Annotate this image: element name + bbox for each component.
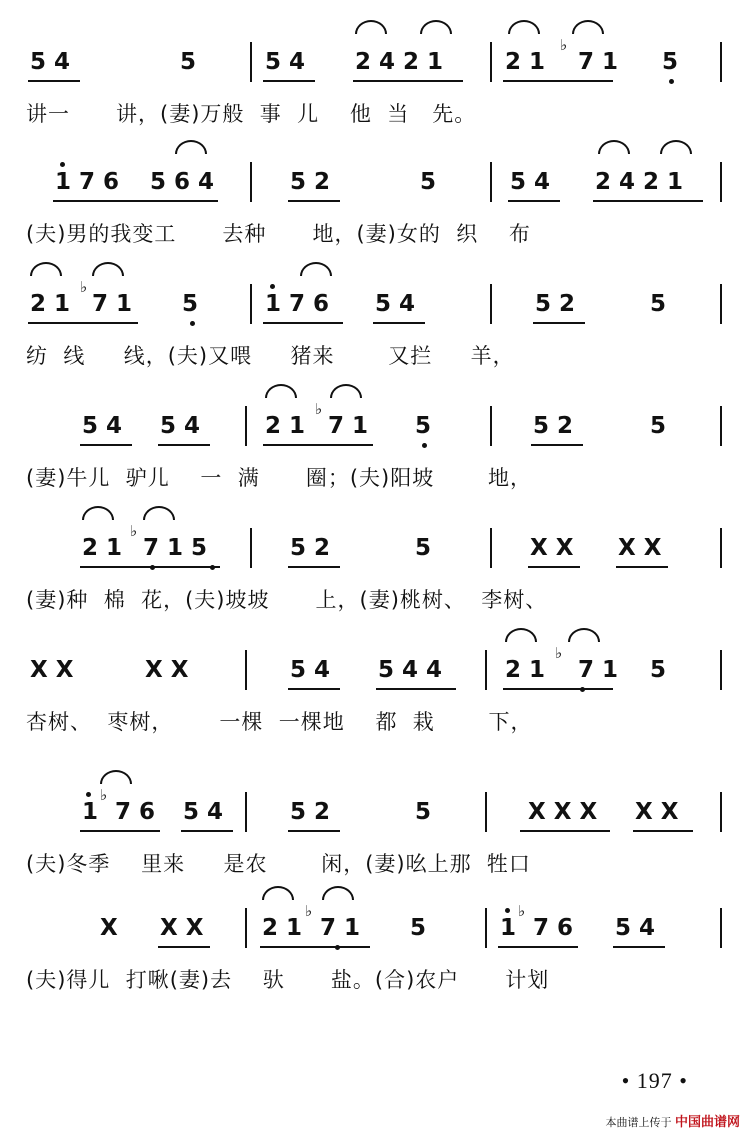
bar-line bbox=[720, 908, 722, 948]
note-group: 5 4 4 bbox=[378, 657, 443, 683]
note-group: 5 2 bbox=[533, 413, 574, 439]
score-system-5 bbox=[0, 506, 750, 616]
slur-mark bbox=[322, 886, 354, 900]
octave-dot bbox=[190, 321, 195, 326]
beam-underline bbox=[260, 946, 370, 948]
slur-mark bbox=[100, 770, 132, 784]
slur-mark bbox=[265, 384, 297, 398]
flat-sign: ♭ bbox=[130, 522, 138, 540]
note-group: 5 bbox=[415, 413, 432, 439]
beam-underline bbox=[181, 830, 233, 832]
note-group: 5 2 bbox=[290, 799, 331, 825]
bar-line bbox=[250, 162, 252, 202]
beam-underline bbox=[28, 322, 138, 324]
notation-line bbox=[0, 506, 750, 566]
note-group: 5 bbox=[662, 49, 679, 75]
bar-line bbox=[490, 42, 492, 82]
beam-underline bbox=[633, 830, 693, 832]
note-group: 5 bbox=[182, 291, 199, 317]
octave-dot bbox=[86, 792, 91, 797]
notation-line bbox=[0, 262, 750, 322]
note-group: 5 4 bbox=[160, 413, 201, 439]
beam-underline bbox=[373, 322, 425, 324]
slur-mark bbox=[572, 20, 604, 34]
lyric-line: (妻)种 棉 花，(夫)坡坡 上，(妻)桃树、 李树、 bbox=[26, 588, 548, 612]
beam-underline bbox=[528, 566, 580, 568]
score-system-8 bbox=[0, 886, 750, 996]
bar-line bbox=[250, 42, 252, 82]
bar-line bbox=[245, 908, 247, 948]
slur-mark bbox=[30, 262, 62, 276]
slur-mark bbox=[598, 140, 630, 154]
note-group: 2 4 2 1 bbox=[595, 169, 684, 195]
octave-dot bbox=[270, 284, 275, 289]
bar-line bbox=[250, 284, 252, 324]
note-group: 5 bbox=[415, 799, 432, 825]
note-group: 5 4 bbox=[265, 49, 306, 75]
note-group: 2 1 bbox=[262, 915, 303, 941]
score-system-4 bbox=[0, 384, 750, 494]
beam-underline bbox=[288, 830, 340, 832]
octave-dot bbox=[505, 908, 510, 913]
slur-mark bbox=[262, 886, 294, 900]
bar-line bbox=[720, 42, 722, 82]
slur-mark bbox=[355, 20, 387, 34]
notation-line bbox=[0, 628, 750, 688]
bar-line bbox=[720, 284, 722, 324]
bar-line bbox=[720, 406, 722, 446]
note-group: 5 2 bbox=[290, 535, 331, 561]
beam-underline bbox=[158, 946, 210, 948]
notation-line bbox=[0, 886, 750, 946]
octave-dot bbox=[422, 443, 427, 448]
score-system-1 bbox=[0, 20, 750, 130]
beam-underline bbox=[531, 444, 583, 446]
note-group: 5 4 bbox=[183, 799, 224, 825]
bar-line bbox=[720, 650, 722, 690]
note-group: 7 1 bbox=[92, 291, 133, 317]
note-group: X bbox=[100, 915, 118, 941]
beam-underline bbox=[53, 200, 218, 202]
bar-line bbox=[245, 792, 247, 832]
note-group: 2 1 bbox=[30, 291, 71, 317]
note-group: X X bbox=[530, 535, 574, 561]
lyric-line: 杏树、 枣树， 一棵 一棵地 都 栽 下， bbox=[26, 710, 533, 734]
slur-mark bbox=[508, 20, 540, 34]
note-group: 2 1 bbox=[82, 535, 123, 561]
note-group: 7 1 bbox=[578, 49, 619, 75]
slur-mark bbox=[300, 262, 332, 276]
flat-sign: ♭ bbox=[560, 36, 568, 54]
note-group: 5 bbox=[650, 291, 667, 317]
beam-underline bbox=[503, 688, 613, 690]
bar-line bbox=[250, 528, 252, 568]
beam-underline bbox=[533, 322, 585, 324]
note-group: X X bbox=[145, 657, 189, 683]
footer-text: 本曲谱上传于 bbox=[605, 1116, 672, 1129]
beam-underline bbox=[353, 80, 463, 82]
lyric-line: (夫)冬季 里来 是农 闲，(妻)吆上那 牲口 bbox=[26, 852, 531, 876]
note-group: 7 6 bbox=[115, 799, 156, 825]
note-group: 2 1 bbox=[265, 413, 306, 439]
note-group: X X bbox=[618, 535, 662, 561]
notation-line bbox=[0, 384, 750, 444]
beam-underline bbox=[158, 444, 210, 446]
bar-line bbox=[245, 406, 247, 446]
note-group: X X bbox=[30, 657, 74, 683]
beam-underline bbox=[263, 322, 343, 324]
beam-underline bbox=[498, 946, 578, 948]
flat-sign: ♭ bbox=[315, 400, 323, 418]
bar-line bbox=[490, 284, 492, 324]
note-group: 5 2 bbox=[290, 169, 331, 195]
score-system-7 bbox=[0, 770, 750, 880]
lyric-line: 纺 线 线，(夫)又喂 猪来 又拦 羊， bbox=[26, 344, 515, 368]
beam-underline bbox=[376, 688, 456, 690]
notation-line bbox=[0, 20, 750, 80]
lyric-line: (妻)牛儿 驴儿 一 满 圈；(夫)阳坡 地， bbox=[26, 466, 532, 490]
note-group: 5 4 bbox=[290, 657, 331, 683]
note-group: 5 bbox=[650, 413, 667, 439]
slur-mark bbox=[330, 384, 362, 398]
beam-underline bbox=[263, 80, 315, 82]
note-group: 5 4 bbox=[615, 915, 656, 941]
score-system-3 bbox=[0, 262, 750, 372]
slur-mark bbox=[82, 506, 114, 520]
note-group: X X X bbox=[528, 799, 598, 825]
note-group: 1 7 6 bbox=[265, 291, 330, 317]
flat-sign: ♭ bbox=[100, 786, 108, 804]
flat-sign: ♭ bbox=[555, 644, 563, 662]
note-group: 7 6 bbox=[533, 915, 574, 941]
note-group: 5 bbox=[420, 169, 437, 195]
octave-dot bbox=[60, 162, 65, 167]
slur-mark bbox=[505, 628, 537, 642]
note-group: 5 bbox=[415, 535, 432, 561]
slur-mark bbox=[420, 20, 452, 34]
note-group: 5 6 4 bbox=[150, 169, 215, 195]
slur-mark bbox=[143, 506, 175, 520]
slur-mark bbox=[175, 140, 207, 154]
note-group: 5 4 bbox=[82, 413, 123, 439]
beam-underline bbox=[288, 688, 340, 690]
bar-line bbox=[720, 792, 722, 832]
bar-line bbox=[490, 528, 492, 568]
note-group: 7 1 bbox=[320, 915, 361, 941]
beam-underline bbox=[28, 80, 80, 82]
note-group: 1 7 6 bbox=[55, 169, 120, 195]
beam-underline bbox=[593, 200, 703, 202]
beam-underline bbox=[288, 566, 340, 568]
note-group: 7 1 bbox=[328, 413, 369, 439]
note-group: 5 4 bbox=[375, 291, 416, 317]
flat-sign: ♭ bbox=[305, 902, 313, 920]
note-group: 2 1 bbox=[505, 657, 546, 683]
bar-line bbox=[485, 650, 487, 690]
bar-line bbox=[490, 406, 492, 446]
beam-underline bbox=[80, 566, 220, 568]
score-system-2 bbox=[0, 140, 750, 250]
note-group: 2 1 bbox=[505, 49, 546, 75]
beam-underline bbox=[503, 80, 613, 82]
octave-dot bbox=[669, 79, 674, 84]
beam-underline bbox=[520, 830, 610, 832]
note-group: 5 2 bbox=[535, 291, 576, 317]
note-group: 5 bbox=[650, 657, 667, 683]
note-group: 7 1 bbox=[578, 657, 619, 683]
note-group: 2 4 2 1 bbox=[355, 49, 444, 75]
beam-underline bbox=[508, 200, 560, 202]
notation-line bbox=[0, 770, 750, 830]
flat-sign: ♭ bbox=[518, 902, 526, 920]
note-group: 1 bbox=[500, 915, 517, 941]
lyric-line: 讲一 讲，(妻)万般 事 儿 他 当 先。 bbox=[26, 102, 477, 126]
note-group: 5 bbox=[410, 915, 427, 941]
beam-underline bbox=[80, 830, 160, 832]
bar-line bbox=[245, 650, 247, 690]
slur-mark bbox=[660, 140, 692, 154]
note-group: X X bbox=[635, 799, 679, 825]
page-number: • 197 • bbox=[621, 1068, 688, 1093]
bar-line bbox=[720, 528, 722, 568]
beam-underline bbox=[263, 444, 373, 446]
score-system-6 bbox=[0, 628, 750, 738]
note-group: 5 4 bbox=[30, 49, 71, 75]
bar-line bbox=[485, 908, 487, 948]
lyric-line: (夫)男的我变工 去种 地，(妻)女的 织 布 bbox=[26, 222, 531, 246]
notation-line bbox=[0, 140, 750, 200]
note-group: 5 4 bbox=[510, 169, 551, 195]
slur-mark bbox=[92, 262, 124, 276]
site-logo: 中国曲谱网 bbox=[674, 1115, 740, 1130]
beam-underline bbox=[616, 566, 668, 568]
beam-underline bbox=[80, 444, 132, 446]
note-group: 1 bbox=[82, 799, 99, 825]
bar-line bbox=[720, 162, 722, 202]
note-group: X X bbox=[160, 915, 204, 941]
footer-credit bbox=[605, 1111, 740, 1130]
slur-mark bbox=[568, 628, 600, 642]
bar-line bbox=[485, 792, 487, 832]
note-group: 7 1 5 bbox=[143, 535, 208, 561]
beam-underline bbox=[288, 200, 340, 202]
lyric-line: (夫)得儿 打啾(妻)去 驮 盐。(合)农户 计划 bbox=[26, 968, 550, 992]
note-group: 5 bbox=[180, 49, 197, 75]
flat-sign: ♭ bbox=[80, 278, 88, 296]
bar-line bbox=[490, 162, 492, 202]
beam-underline bbox=[613, 946, 665, 948]
